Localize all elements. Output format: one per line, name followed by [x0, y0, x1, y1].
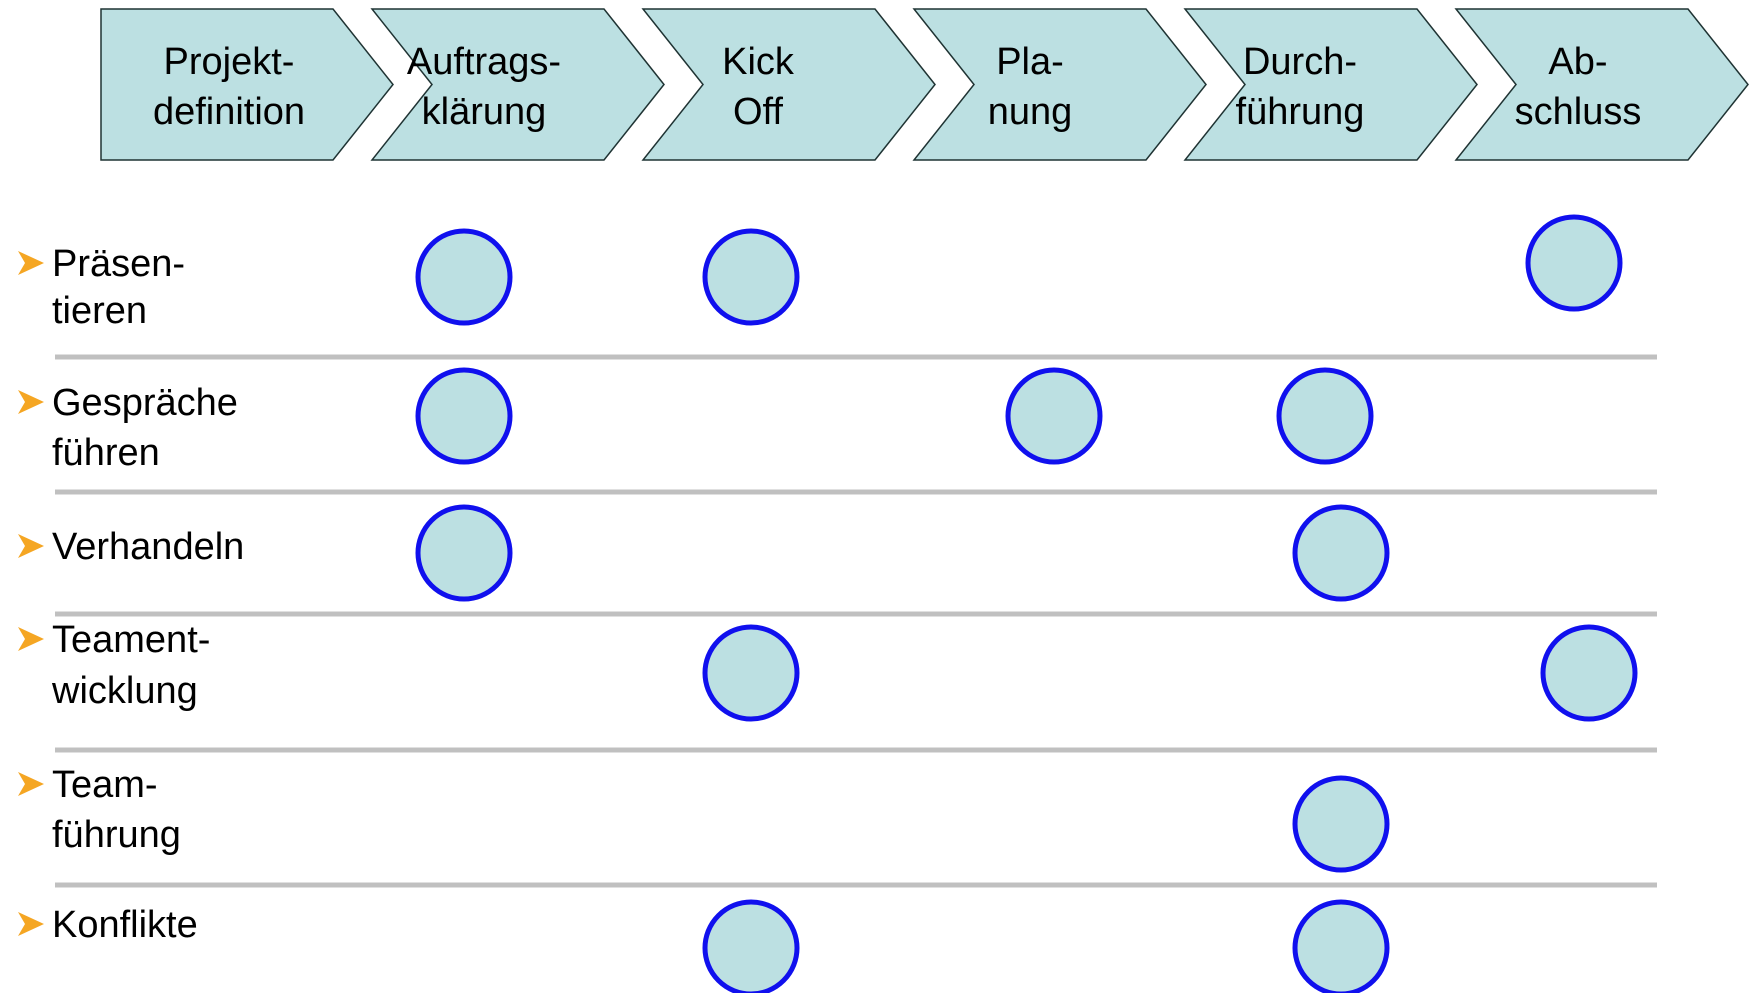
phase-6	[1456, 9, 1748, 160]
competency-row-4	[18, 619, 210, 712]
marker-row1-phase6	[1528, 217, 1620, 309]
competency-row-2	[18, 382, 238, 474]
orange-arrowhead-icon	[18, 912, 44, 936]
phase-2	[372, 9, 664, 160]
phase-label-line1: Auftrags-	[406, 41, 562, 83]
marker-row1-phase2	[418, 231, 510, 323]
orange-arrowhead-icon	[18, 772, 44, 796]
row-label-line2: führung	[52, 814, 181, 856]
phase-1	[101, 9, 393, 160]
competency-row-6	[18, 904, 198, 946]
row-label-line1: Präsen-	[52, 243, 186, 285]
row-separators	[55, 357, 1657, 885]
marker-row2-phase5	[1279, 370, 1371, 462]
orange-arrowhead-icon	[18, 390, 44, 414]
row-label-line1: Konflikte	[52, 904, 198, 946]
marker-row2-phase2	[418, 370, 510, 462]
phase-chevron	[372, 9, 664, 160]
phase-chevrons	[101, 9, 1748, 160]
phase-chevron	[101, 9, 393, 160]
marker-row4-phase3	[705, 627, 797, 719]
phase-label-line2: nung	[987, 91, 1073, 133]
marker-row3-phase2	[418, 507, 510, 599]
competency-row-1	[18, 243, 185, 332]
phase-chevron	[914, 9, 1206, 160]
competency-rows	[18, 243, 244, 946]
phase-chevron	[1456, 9, 1748, 160]
phase-label-line1: Durch-	[1242, 41, 1358, 83]
row-label-line1: Gespräche	[52, 382, 238, 424]
competency-row-5	[18, 764, 181, 856]
orange-arrowhead-icon	[18, 534, 44, 558]
marker-row1-phase3	[705, 231, 797, 323]
phase-label-line2: schluss	[1514, 91, 1642, 133]
orange-arrowhead-icon	[18, 251, 44, 275]
marker-row6-phase3	[705, 902, 797, 993]
row-label-line1: Team-	[52, 764, 158, 806]
phase-3	[643, 9, 935, 160]
phase-label-line1: Kick	[722, 41, 794, 83]
phase-label-line2: definition	[152, 91, 306, 133]
phase-4	[914, 9, 1206, 160]
phase-chevron	[1185, 9, 1477, 160]
row-label-line1: Verhandeln	[52, 526, 245, 568]
phase-label-line2: klärung	[421, 91, 547, 133]
phase-5	[1185, 9, 1477, 160]
marker-row6-phase5	[1295, 902, 1387, 993]
phase-label-line1: Pla-	[996, 41, 1064, 83]
marker-row3-phase5	[1295, 507, 1387, 599]
marker-row2-phase4	[1008, 370, 1100, 462]
row-label-line2: führen	[52, 432, 160, 474]
phase-markers	[418, 217, 1635, 993]
row-label-line2: tieren	[52, 290, 148, 332]
phase-label-line1: Projekt-	[163, 41, 295, 83]
marker-row4-phase6	[1543, 627, 1635, 719]
phase-label-line2: Off	[733, 91, 783, 133]
marker-row5-phase5	[1295, 778, 1387, 870]
phase-label-line2: führung	[1235, 91, 1365, 133]
row-label-line1: Teament-	[52, 619, 211, 661]
competency-row-3	[18, 526, 244, 568]
phase-label-line1: Ab-	[1548, 41, 1608, 83]
orange-arrowhead-icon	[18, 627, 44, 651]
row-label-line2: wicklung	[52, 670, 198, 712]
phase-chevron	[643, 9, 935, 160]
